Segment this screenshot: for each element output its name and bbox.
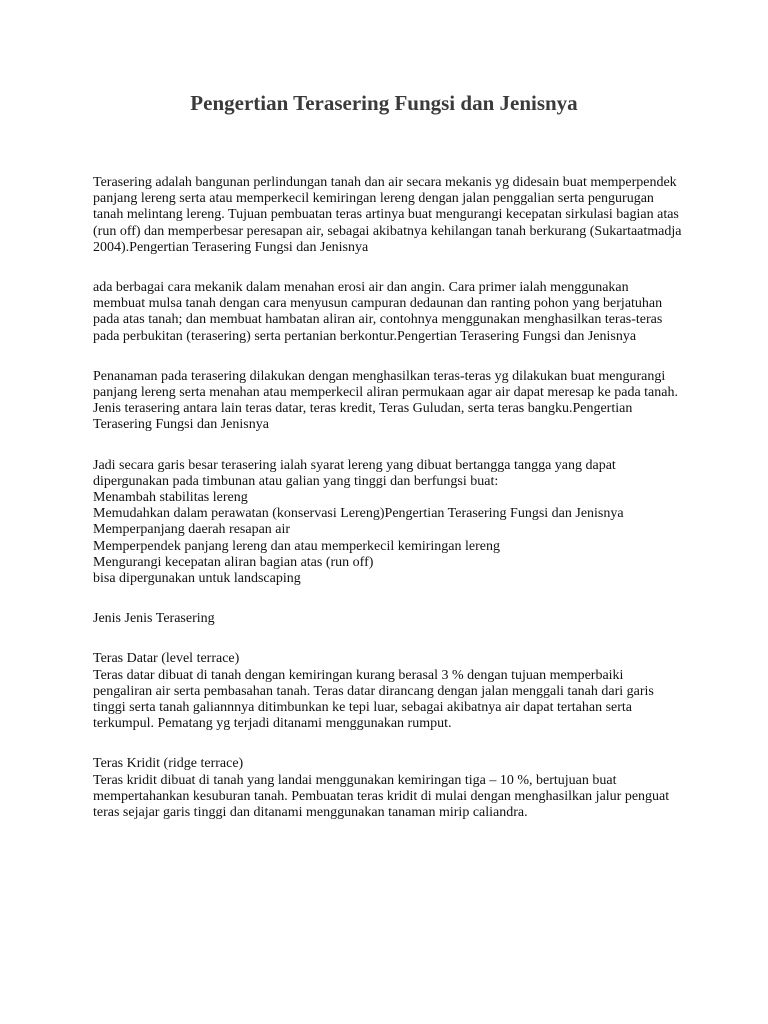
document-body: [93, 175, 683, 845]
function-item: bisa dipergunakan untuk landscaping: [93, 571, 301, 587]
function-item: Memperpendek panjang lereng dan atau memperkecil kemiringan lereng: [93, 538, 500, 554]
type-section-ridge-terrace: [93, 756, 683, 821]
type-description: Teras kridit dibuat di tanah yang landai menggunakan kemiringan tiga – 10 %, bertujuan buat mempertahankan kesuburan tanah. Pembuatan teras kridit di mulai dengan menghasilkan jalur penguat teras sejajar garis tinggi dan ditanami menggunakan tanaman mirip caliandra.: [93, 772, 670, 821]
function-intro: Jadi secara garis besar terasering ialah syarat lereng yang dibuat bertangga tangga yang dapat dipergunakan pada timbunan atau galian yang tinggi dan berfungsi buat:: [93, 457, 616, 489]
paragraph-1: Terasering adalah bangunan perlindungan tanah dan air secara mekanis yg didesain buat memperpendek panjang lereng serta atau memperkecil kemiringan lereng dengan jalan penggalian serta pengurugan tanah melintang lereng. Tujuan pembuatan teras artinya buat mengurangi kecepatan sirkulasi bagian atas (run off) dan memperbesar peresapan air, sebagai akibatnya kehilangan tanah berkurang (Sukartaatmadja 2004).Pengertian Terasering Fungsi dan Jenisnya: [93, 175, 682, 255]
page-title: Pengertian Terasering Fungsi dan Jenisnya: [190, 91, 578, 115]
type-name: Teras Kridit (ridge terrace): [93, 756, 244, 772]
type-name: Teras Datar (level terrace): [93, 651, 240, 667]
types-heading: Jenis Jenis Terasering: [93, 611, 215, 627]
function-item: Menambah stabilitas lereng: [93, 490, 248, 506]
function-section: [93, 458, 683, 588]
type-section-level-terrace: [93, 651, 683, 732]
type-description: Teras datar dibuat di tanah dengan kemiringan kurang berasal 3 % dengan tujuan memperbaiki pengaliran air serta pembasahan tanah. Teras datar dirancang dengan jalan menggali tanah dari garis tinggi serta tanah galiannnya ditimbunkan ke tepi luar, sebagai akibatnya air dapat tertahan serta terkumpul. Pematang yg terjadi ditanami menggunakan rumput.: [93, 667, 654, 732]
function-item: Mengurangi kecepatan aliran bagian atas (run off): [93, 554, 374, 570]
function-item: Memudahkan dalam perawatan (konservasi Lereng)Pengertian Terasering Fungsi dan Jenisnya: [93, 506, 624, 522]
function-item: Memperpanjang daerah resapan air: [93, 522, 291, 538]
paragraph-3: Penanaman pada terasering dilakukan dengan menghasilkan teras-teras yg dilakukan buat mengurangi panjang lereng serta menahan atau memperkecil aliran permukaan agar air dapat meresap ke pada tanah. Jenis terasering antara lain teras datar, teras kredit, Teras Guludan, serta teras bangku.Pengertian Terasering Fungsi dan Jenisnya: [93, 368, 678, 433]
paragraph-2: ada berbagai cara mekanik dalam menahan erosi air dan angin. Cara primer ialah menggunakan membuat mulsa tanah dengan cara menyusun campuran dedaunan dan ranting pohon yang berjatuhan pada atas tanah; dan membuat hambatan aliran air, contohnya menggunakan menghasilkan teras-teras pada perbukitan (terasering) serta pertanian berkontur.Pengertian Terasering Fungsi dan Jenisnya: [93, 280, 663, 344]
